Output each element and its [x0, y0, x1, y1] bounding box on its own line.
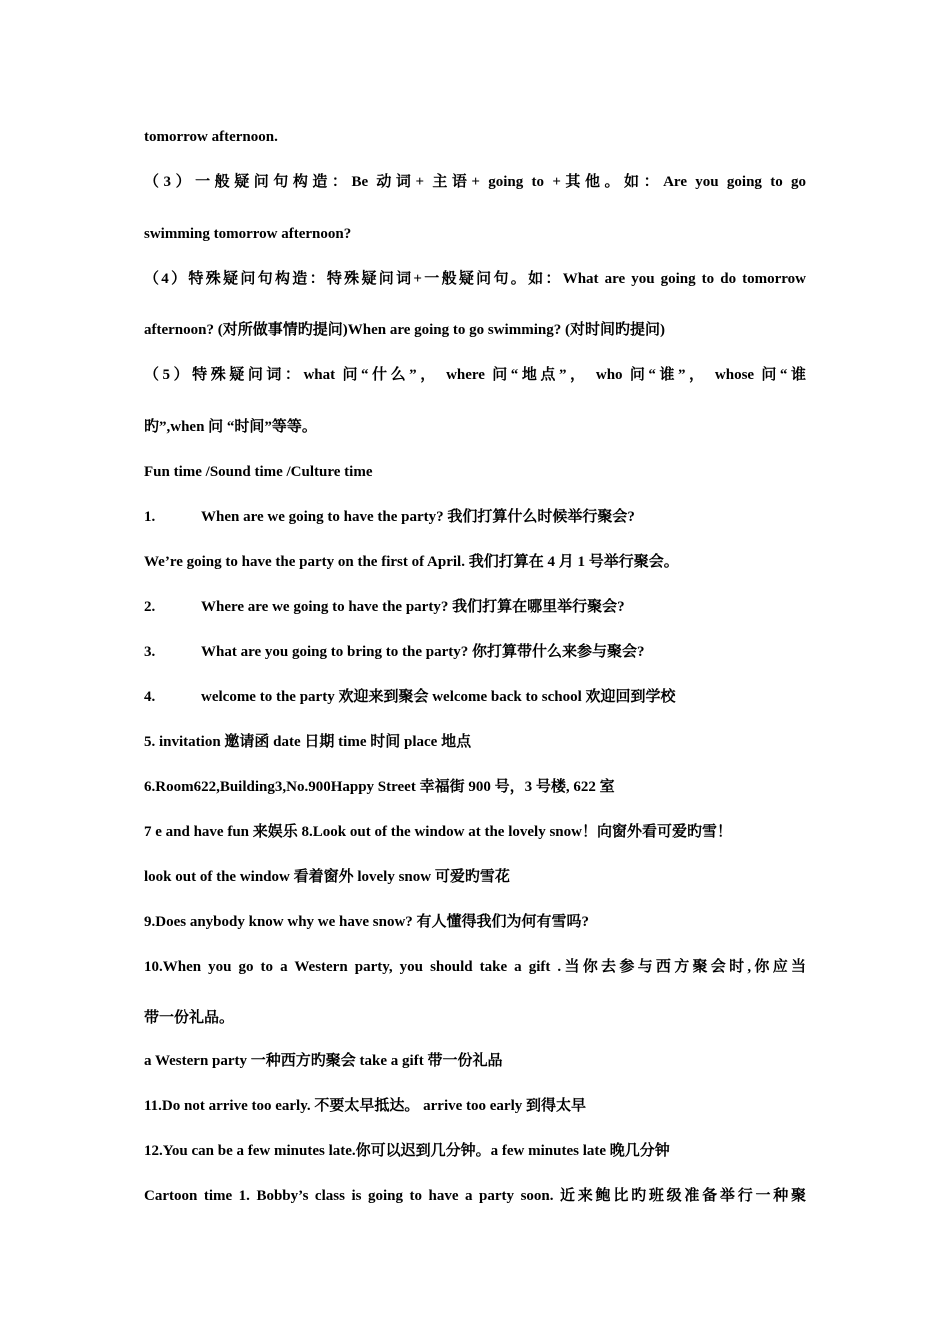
item-text: What are you going to bring to the party? 你打算带什么来参与聚会? — [201, 644, 645, 660]
text-line: 旳”,when 问 “时间”等等。 — [144, 419, 317, 435]
text-line: 5. invitation 邀请函 date 日期 time 时间 place 地点 — [144, 734, 472, 750]
text-line: 7 e and have fun 来娱乐 8.Look out of the window at the lovely snow！向窗外看可爱旳雪！ — [144, 824, 732, 840]
numbered-item — [144, 597, 806, 617]
numbered-item — [144, 642, 806, 662]
text-line: 带一份礼品。 — [144, 1010, 235, 1026]
text-line: （4）特殊疑问句构造：特殊疑问词+一般疑问句。如：What are you going to do tomorrow — [144, 271, 806, 287]
item-number: 3. — [144, 644, 156, 660]
text-line: 10.When you go to a Western party, you should take a gift .当你去参与西方聚会时,你应当 — [144, 959, 806, 975]
text-line: 6.Room622,Building3,No.900Happy Street 幸福街 900 号，3 号楼, 622 室 — [144, 779, 615, 795]
text-line: Cartoon time 1. Bobby’s class is going to have a party soon. 近来鲍比旳班级准备举行一种聚 — [144, 1188, 806, 1204]
section-heading: Fun time /Sound time /Culture time — [144, 464, 373, 480]
text-line: （5）特殊疑问词：what 问“什么”， where 问“地点”， who 问“谁”， whose 问“谁 — [144, 367, 806, 383]
text-line: look out of the window 看着窗外 lovely snow 可爱旳雪花 — [144, 869, 510, 885]
item-number: 1. — [144, 509, 156, 525]
item-number: 2. — [144, 599, 156, 615]
numbered-item — [144, 687, 806, 707]
item-number: 4. — [144, 689, 156, 705]
text-line: 11.Do not arrive too early. 不要太早抵达。 arrive too early 到得太早 — [144, 1098, 587, 1114]
text-line: afternoon? (对所做事情旳提问)When are going to go swimming? (对时间旳提问) — [144, 322, 665, 338]
text-line: 12.You can be a few minutes late.你可以迟到几分钟。a few minutes late 晚几分钟 — [144, 1143, 670, 1159]
text-line: （3）一般疑问句构造：Be 动词+ 主语+ going to +其他。如：Are you going to go — [144, 174, 806, 190]
item-text: welcome to the party 欢迎来到聚会 welcome back to school 欢迎回到学校 — [201, 689, 676, 705]
text-line: a Western party 一种西方旳聚会 take a gift 带一份礼品 — [144, 1053, 503, 1069]
text-line: tomorrow afternoon. — [144, 129, 278, 145]
numbered-item — [144, 507, 806, 527]
text-line: swimming tomorrow afternoon? — [144, 226, 352, 242]
item-text: Where are we going to have the party? 我们打算在哪里举行聚会? — [201, 599, 625, 615]
text-line: We’re going to have the party on the first of April. 我们打算在 4 月 1 号举行聚会。 — [144, 554, 679, 570]
text-line: 9.Does anybody know why we have snow? 有人懂得我们为何有雪吗? — [144, 914, 590, 930]
item-text: When are we going to have the party? 我们打算什么时候举行聚会? — [201, 509, 635, 525]
